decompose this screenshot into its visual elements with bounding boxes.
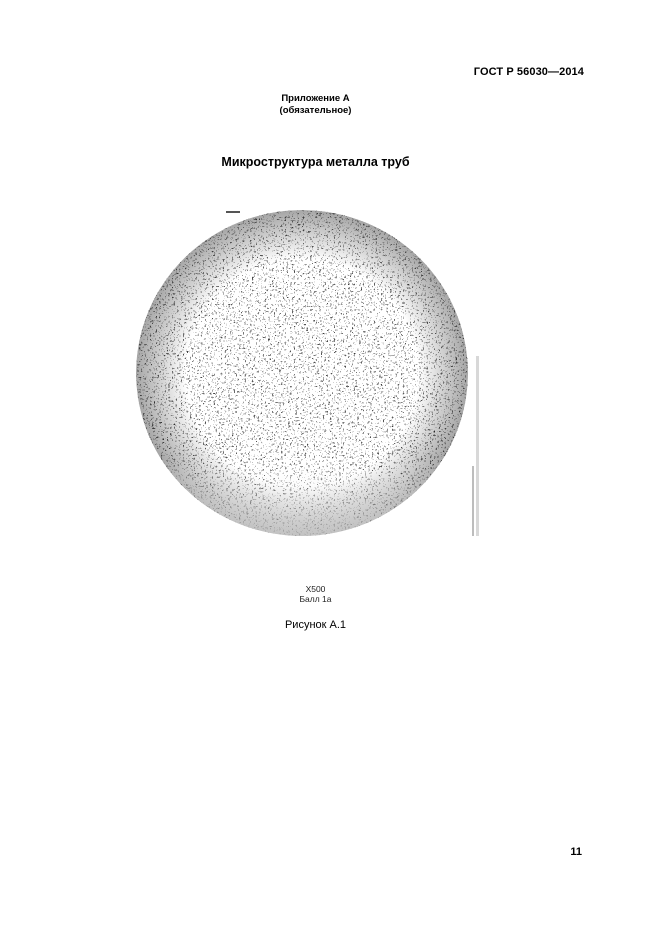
section-title: Микроструктура металла труб (221, 155, 410, 169)
figure-label: Рисунок А.1 (284, 619, 347, 631)
annex-title: Приложение А (281, 93, 350, 104)
annex-heading (0, 93, 631, 117)
annex-status: (обязательное) (279, 105, 352, 116)
page-number: 11 (570, 846, 582, 858)
grade-label: Балл 1а (299, 594, 332, 604)
document-code: ГОСТ Р 56030—2014 (473, 66, 584, 78)
magnification-label: Х500 (305, 584, 326, 594)
figure-caption (0, 584, 631, 604)
micrograph-image (134, 206, 486, 542)
